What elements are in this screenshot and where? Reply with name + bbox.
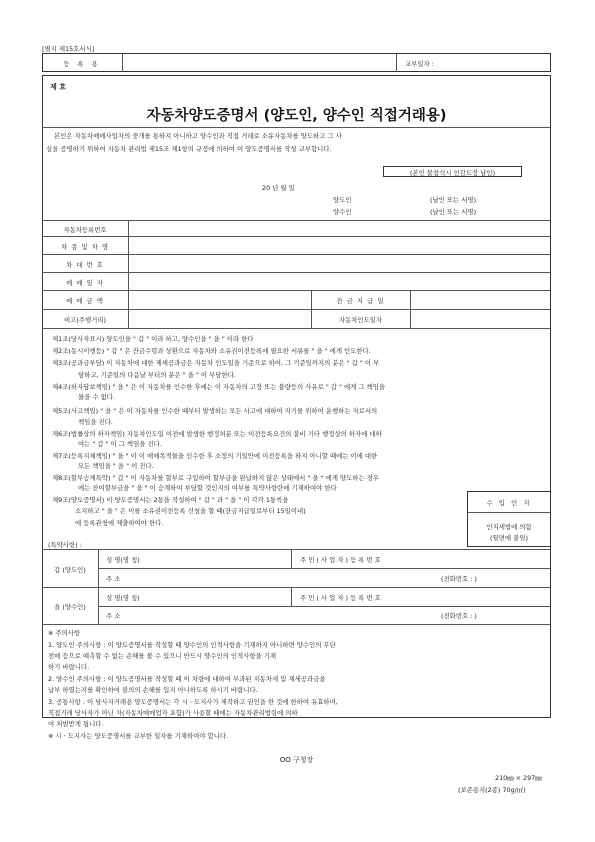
delivery-date-label: 자동차인도일자 xyxy=(338,316,383,324)
seller-name-field[interactable] xyxy=(160,549,291,568)
article-9-line-1: 제9조(양도증명서) 이 양도증명서는 2통을 작성하여 " 갑 " 과 " 을 " 이 각각 1통씩을 xyxy=(52,496,289,504)
notes-heading: ※ 주의사항 xyxy=(48,629,81,637)
buyer-sign-hint: (날인 또는 서명) xyxy=(430,208,477,216)
seller-name-label: 성 명(명 칭) xyxy=(106,556,140,564)
note-2-line-2: 납부 하였는지를 확인하여 불의의 손해를 입지 아니하도록 하시기 바랍니다. xyxy=(48,686,258,694)
form-number: [별지 제15호서식] xyxy=(42,45,95,53)
special-terms-label: (특약사항) : xyxy=(48,541,82,549)
seller-address-label: 주 소 xyxy=(106,575,121,583)
vehicle-reg-no-label: 자동차등록번호 xyxy=(63,226,107,234)
note-3-line-3: 여 처벌받게 됩니다. xyxy=(48,720,104,728)
paper-type: (보존용지(2종) 70g/㎡) xyxy=(458,786,526,794)
note-3-line-1: 3. 공통사항 : 이 당사자거래용 양도증명서는 각 시ㆍ도지사가 제작하고 권인을 한 것에 한하여 유효하며, xyxy=(48,698,338,706)
seller-sign-hint: (날인 또는 서명) xyxy=(430,196,477,204)
article-2: 제2조(동시이행등) " 갑 " 은 잔금수령과 상환으로 자동차와 소유권이전등록에 필요한 서류를 " 을 " 에게 인도한다. xyxy=(52,347,371,355)
article-4-line-1: 제4조(하자담보책임) " 을 " 은 이 자동차를 인수한 후에는 이 자동차의 고장 또는 불량등의 사유로 " 갑 " 에게 그 책임을 xyxy=(52,383,386,391)
revenue-stamp-title: 수 입 인 지 xyxy=(486,499,532,507)
date-line: 20 년 월 일 xyxy=(262,184,295,192)
delivery-date-field[interactable] xyxy=(410,309,551,328)
note-1-line-3: 하기 바랍니다. xyxy=(48,663,90,671)
buyer-section-label: 을 (양수인) xyxy=(54,603,86,611)
article-4-line-2: 물을 수 없다. xyxy=(78,393,115,401)
article-7-line-2: 모든 책임을 " 을 " 이 진다. xyxy=(78,462,154,470)
seller-phone-label: (전화번호 : ) xyxy=(441,575,477,583)
issue-date-label: 교부일자 : xyxy=(405,60,434,68)
article-7-line-1: 제7조(등록지체책임) " 을 " 이 이 매매목적물을 인수한 후 소정의 기일안에 이전등록을 하지 아니할 때에는 이에 대한 xyxy=(52,452,378,460)
article-5-line-2: 책임을 진다. xyxy=(78,418,113,426)
note-3-line-2: 직접거래 당사자가 아닌 자(자동차매매업자 포함)가 사용할 때에는 자동차관리법령에 의하 xyxy=(48,709,298,717)
buyer-name-field[interactable] xyxy=(160,587,291,606)
article-5-line-1: 제5조(사고책임) " 을 " 은 이 자동차를 인수한 때부터 발생하는 모든 사고에 대하여 자기를 위하여 운행하는 자로서의 xyxy=(52,407,378,415)
buyer-id-field[interactable] xyxy=(420,587,551,606)
document-title: 자동차양도증명서 (양도인, 양수인 직접거래용) xyxy=(146,108,447,124)
article-9-line-2: 소지하고 " 을 " 은 이를 소유권이전등록 신청을 할 때(잔금지급일로부터 15일이내) xyxy=(75,507,306,515)
buyer-id-label: 주 민 ( 사 업 자 ) 등 록 번 호 xyxy=(300,594,381,602)
sale-date-label: 매 매 일 자 xyxy=(66,279,104,287)
vin-label: 차 대 번 호 xyxy=(66,261,104,269)
note-1-line-1: 1. 양도인 주의사항 : 이 양도증명서를 작성할 때 양수인의 인적사항을 기재하지 아니하면 양수인의 무단 xyxy=(48,641,336,649)
model-label: 차 종 및 차 명 xyxy=(61,243,109,251)
buyer-address-field[interactable] xyxy=(160,606,440,624)
sale-amount-label: 매 매 금 액 xyxy=(66,297,104,305)
article-3-line-1: 제3조(공과금부담) 이 자동차에 대한 제세공과금은 자동차 인도일을 기준으로 하여, 그 기준일까지의 분은 " 갑 " 이 부 xyxy=(52,359,380,367)
article-6-line-1: 제6조(법률상의 하자책임) 자동차인도일 이전에 발생한 행정처분 또는 이전등록요건의 불비 기타 행정상의 하자에 대하 xyxy=(52,430,382,438)
remarks-label: 비고(주행거리) xyxy=(63,316,107,324)
seller-id-field[interactable] xyxy=(420,549,551,568)
article-6-line-2: 여는 " 갑 " 이 그 책임을 진다. xyxy=(78,440,162,448)
note-footer: ※ 시ㆍ도지사는 양도증명서를 교부한 일자를 기재하여야 합니다. xyxy=(48,732,229,740)
article-8-line-1: 제8조(할부승계특약) " 갑 " 이 자동차를 할부로 구입하여 할부금을 완납하지 않은 상태에서 " 을 " 에게 양도하는 경우 xyxy=(52,474,379,482)
article-3-line-2: 담하고, 기준일의 다음날 부터의 분은 " 을 " 이 부담한다. xyxy=(78,371,236,379)
article-9-line-3: 에 등록관청에 제출하여야 한다. xyxy=(75,519,164,527)
seller-id-label: 주 민 ( 사 업 자 ) 등 록 번 호 xyxy=(300,556,381,564)
article-8-line-2: 에는 잔여할부금을 " 을 " 이 승계하여 부담할 것인지의 여부를 특약사항란에 기재하여야 한다 xyxy=(78,484,337,492)
registration-label: 등 록 용 xyxy=(63,60,101,68)
balance-date-label: 잔 금 지 급 일 xyxy=(336,297,385,305)
special-terms-field[interactable] xyxy=(100,536,460,549)
note-2-line-1: 2. 양수인 주의사항 : 이 양도증명서를 작성할 때 이 차량에 대하여 부과된 자동차세 및 제세공과금을 xyxy=(48,675,326,683)
sale-amount-field[interactable] xyxy=(128,290,311,309)
issuer: OO 구청장 xyxy=(279,756,314,764)
balance-date-field[interactable] xyxy=(410,290,551,309)
seller-sign-label: 양도인 xyxy=(333,196,352,204)
revenue-stamp-note-2: (뒷면에 붙임) xyxy=(490,534,528,542)
article-1: 제1조(당사자표시) 양도인을 " 갑 " 이라 하고, 양수인을 " 을 " 이라 한다 xyxy=(52,335,254,343)
revenue-stamp-note-1: 인지세법에 의함 xyxy=(486,523,532,531)
seller-section-label: 갑 (양도인) xyxy=(54,566,86,574)
seller-address-field[interactable] xyxy=(160,568,440,587)
paper-size: 210㎜ × 297㎜ xyxy=(495,774,542,782)
note-1-line-2: 전매 등으로 예측할 수 없는 손해를 볼 수 있으니 반드시 양수인의 인적사항을 기재 xyxy=(48,652,277,660)
intro-line-2: 실을 증명하기 위하여 자동차 관리법 제15조 제1항의 규정에 의하여 이 양도증명서를 작성 교부합니다. xyxy=(46,145,332,153)
document-number-label: 제 호 xyxy=(50,83,66,91)
buyer-phone-label: (전화번호 : ) xyxy=(441,612,477,620)
buyer-sign-label: 양수인 xyxy=(333,208,352,216)
remarks-field[interactable] xyxy=(128,309,311,328)
buyer-name-label: 성 명(명 칭) xyxy=(106,594,140,602)
intro-line-1: 본인은 자동차매매사업자의 중개를 통하지 아니하고 양수인과 직접 거래로 소유자동차를 양도하고 그 사 xyxy=(54,132,342,140)
seal-note: (본인 불참석시 인감도장 날인) xyxy=(409,169,496,177)
buyer-address-label: 주 소 xyxy=(106,612,121,620)
